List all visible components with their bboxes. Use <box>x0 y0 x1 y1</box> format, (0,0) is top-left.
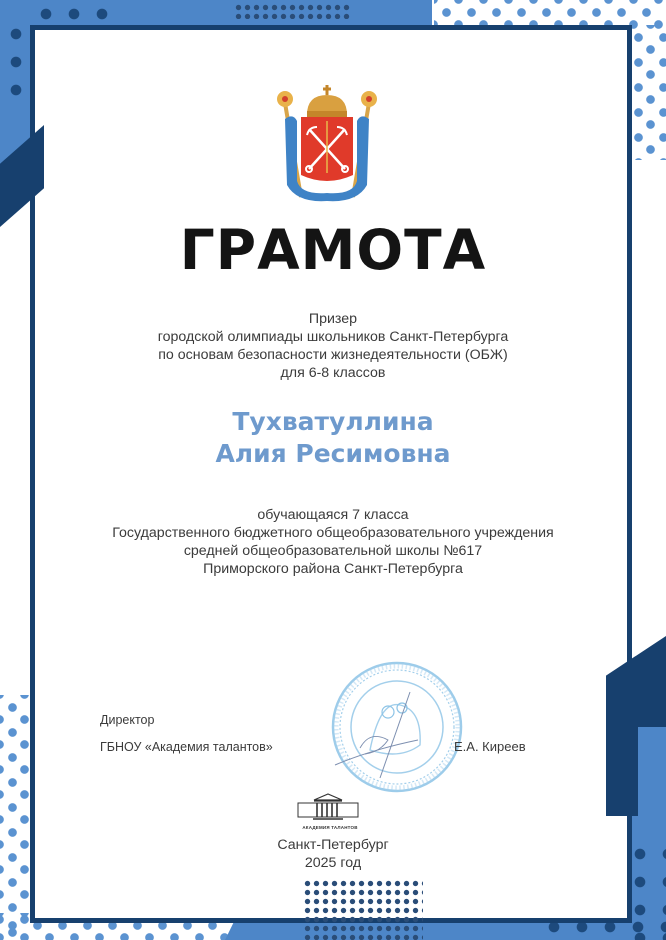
recipient-name <box>0 406 666 470</box>
school-info <box>0 506 666 578</box>
school-line: средней общеобразовательной школы №617 <box>183 543 483 559</box>
official-stamp-icon <box>330 660 465 795</box>
bottom-dot-grid <box>303 879 423 940</box>
right-dots <box>626 25 666 160</box>
certificate-title: ГРАМОТА <box>179 218 487 282</box>
school-line: обучающаяся 7 класса <box>257 507 409 523</box>
award-line: городской олимпиады школьников Санкт-Петербурга <box>157 329 509 345</box>
award-line: для 6-8 классов <box>280 365 386 381</box>
award-status: Призер <box>308 311 358 327</box>
award-line: по основам безопасности жизнедеятельности (ОБЖ) <box>158 347 508 363</box>
recipient-given-names: Алия Ресимовна <box>215 439 451 468</box>
left-bottom-dots <box>0 695 30 940</box>
footer-city: Санкт-Петербург <box>277 837 389 853</box>
recipient-surname: Тухватуллина <box>232 407 434 436</box>
right-accent-light <box>638 727 666 817</box>
signer-name: Е.А. Киреев <box>454 739 526 754</box>
top-dot-grid <box>234 3 352 19</box>
award-text <box>0 310 666 382</box>
saint-petersburg-coat-of-arms-icon <box>271 85 383 205</box>
signer-organization: ГБНОУ «Академия талантов» <box>100 740 273 754</box>
signer-position: Директор <box>100 713 155 727</box>
left-band-dots <box>2 20 30 100</box>
footer-year: 2025 год <box>304 855 362 871</box>
academy-building-icon <box>296 792 360 822</box>
footer <box>0 836 666 872</box>
academy-logo-caption: АКАДЕМИЯ ТАЛАНТОВ <box>302 825 358 830</box>
school-line: Государственного бюджетного общеобразовательного учреждения <box>112 525 554 541</box>
school-line: Приморского района Санкт-Петербурга <box>203 561 463 577</box>
